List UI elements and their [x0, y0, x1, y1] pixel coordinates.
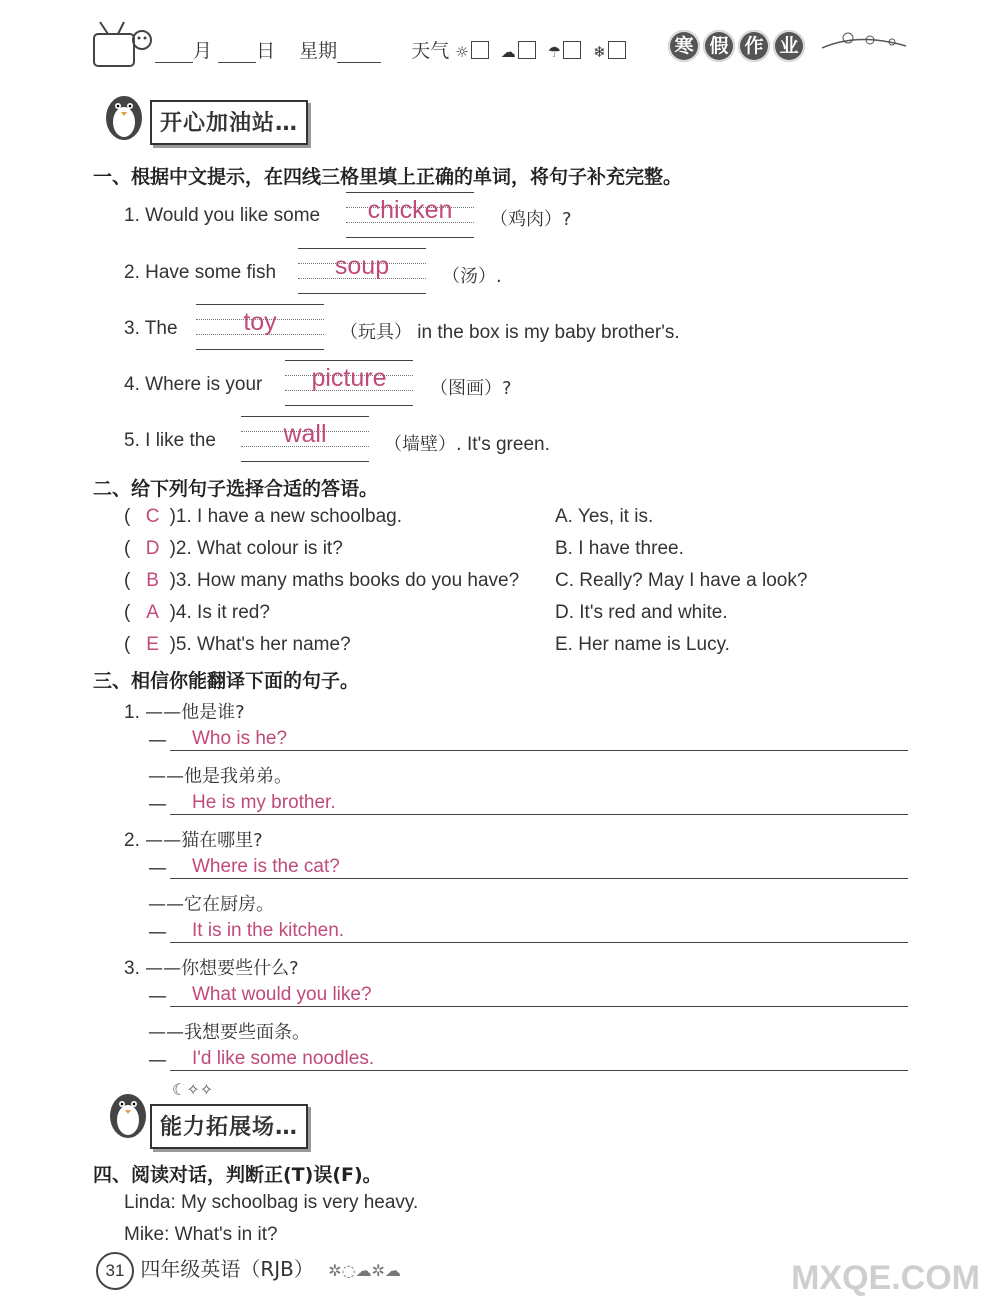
q3-title: 三、相信你能翻译下面的句子。 [93, 670, 360, 692]
day-label: 日 [256, 40, 276, 62]
answer-dash: — [148, 793, 167, 815]
choice-answer[interactable]: D [145, 538, 160, 559]
translation-answer-line[interactable] [170, 920, 908, 943]
choice-answer[interactable]: B [146, 570, 159, 591]
penguin-mascot-icon [96, 84, 152, 148]
q1-title: 一、根据中文提示，在四线三格里填上正确的单词，将句子补充完整。 [93, 166, 683, 188]
translation-prompt: ——我想要些面条。 [148, 1022, 310, 1043]
question-text: )2. What colour is it? [169, 538, 343, 559]
penguin-mascot-icon [100, 1082, 156, 1146]
answer-word: chicken [367, 196, 453, 224]
answer-word: toy [243, 308, 277, 336]
four-line-grid[interactable] [196, 304, 324, 350]
q1-item [124, 430, 216, 452]
q2-row: ( A )4. Is it red? [124, 602, 270, 623]
choice-answer[interactable]: E [146, 634, 159, 655]
answer-dash: — [148, 985, 167, 1007]
translation-answer-line[interactable] [170, 728, 908, 751]
section-banner-happy: 开心加油站… [150, 100, 308, 145]
item-number: 5. [124, 430, 140, 451]
four-line-grid[interactable] [346, 192, 474, 238]
sunny-checkbox[interactable] [471, 41, 489, 59]
hint-text: （图画）? [430, 378, 512, 399]
translation-answer: Where is the cat? [192, 856, 340, 877]
day-blank[interactable] [218, 42, 256, 63]
month-label: 月 [193, 40, 213, 62]
four-line-grid[interactable] [285, 360, 413, 406]
badge-char: 业 [773, 30, 805, 62]
item-text: I like the [145, 430, 216, 451]
option-text: C. Really? May I have a look? [555, 570, 808, 591]
hint-text: （汤）. [442, 266, 502, 287]
option-text: A. Yes, it is. [555, 506, 654, 527]
translation-answer: It is in the kitchen. [192, 920, 345, 941]
cloudy-checkbox[interactable] [518, 41, 536, 59]
q2-row: ( C )1. I have a new schoolbag. [124, 506, 402, 527]
translation-answer-line[interactable] [170, 984, 908, 1007]
section-banner-ability: 能力拓展场… [150, 1104, 308, 1149]
winter-homework-badge [668, 30, 808, 62]
option-text: B. I have three. [555, 538, 684, 559]
answer-word: soup [334, 252, 390, 280]
sunny-icon: ☼ [455, 43, 469, 61]
answer-word: picture [311, 364, 387, 392]
item-text: Would you like some [145, 205, 321, 226]
translation-answer: I'd like some noodles. [192, 1048, 375, 1069]
month-blank[interactable] [155, 42, 193, 63]
translation-prompt: 1. ——他是谁? [124, 702, 245, 723]
translation-answer-line[interactable] [170, 1048, 908, 1071]
question-text: )5. What's her name? [169, 634, 351, 655]
page-footer [96, 1252, 401, 1290]
option-text: E. Her name is Lucy. [555, 634, 730, 655]
translation-answer: What would you like? [192, 984, 372, 1005]
q1-item [124, 318, 178, 340]
hint-text: （玩具） in the box is my baby brother's. [340, 322, 680, 343]
dialogue-line: Mike: What's in it? [124, 1224, 278, 1245]
question-text: )4. Is it red? [169, 602, 270, 623]
choice-answer[interactable]: A [146, 602, 159, 623]
translation-answer-line[interactable] [170, 792, 908, 815]
badge-char: 作 [738, 30, 770, 62]
q4-title: 四、阅读对话，判断正(T)误(F)。 [93, 1164, 382, 1186]
translation-prompt: ——他是我弟弟。 [148, 766, 292, 787]
cloudy-icon: ☁ [500, 43, 516, 61]
q1-item [124, 262, 276, 284]
answer-dash: — [148, 1049, 167, 1071]
item-text: Where is your [145, 374, 263, 395]
q2-row: ( B )3. How many maths books do you have? [124, 570, 520, 591]
dialogue-line: Linda: My schoolbag is very heavy. [124, 1192, 419, 1213]
q2-title: 二、给下列句子选择合适的答语。 [93, 478, 379, 500]
badge-char: 假 [703, 30, 735, 62]
answer-word: wall [283, 420, 327, 448]
translation-prompt: ——它在厨房。 [148, 894, 274, 915]
translation-answer-line[interactable] [170, 856, 908, 879]
book-label: 四年级英语（RJB） [140, 1257, 314, 1281]
translation-answer: He is my brother. [192, 792, 336, 813]
rain-icon: ☂ [547, 43, 562, 61]
translation-answer: Who is he? [192, 728, 288, 749]
hint-text: （墙壁）. It's green. [384, 434, 550, 455]
snow-checkbox[interactable] [608, 41, 626, 59]
page-number: 31 [96, 1252, 134, 1290]
four-line-grid[interactable] [298, 248, 426, 294]
snow-icon: ❄ [593, 43, 606, 61]
q2-row: ( E )5. What's her name? [124, 634, 351, 655]
header-decoration [88, 18, 158, 70]
rain-checkbox[interactable] [563, 41, 581, 59]
badge-char: 寒 [668, 30, 700, 62]
item-number: 2. [124, 262, 140, 283]
weekday-blank[interactable] [337, 42, 381, 63]
answer-dash: — [148, 921, 167, 943]
item-text: The [144, 318, 178, 339]
tv-cartoon-icon [88, 18, 158, 70]
item-text: Have some fish [145, 262, 277, 283]
answer-dash: — [148, 857, 167, 879]
item-number: 3. [124, 318, 140, 339]
hint-text: （鸡肉）? [490, 209, 572, 230]
item-number: 1. [124, 205, 140, 226]
translation-prompt: 3. ——你想要些什么? [124, 958, 299, 979]
question-text: )3. How many maths books do you have? [169, 570, 520, 591]
date-line [155, 36, 626, 63]
option-text: D. It's red and white. [555, 602, 728, 623]
question-text: )1. I have a new schoolbag. [169, 506, 402, 527]
translation-prompt: 2. ——猫在哪里? [124, 830, 263, 851]
footer-decoration-icon: ✲◌☁✲☁ [328, 1261, 402, 1280]
item-number: 4. [124, 374, 140, 395]
weekday-label: 星期 [299, 40, 338, 62]
watermark: MXQE.COM [791, 1259, 980, 1297]
moon-star-icon: ☾✧✧ [172, 1080, 214, 1099]
weather-label: 天气 [411, 40, 450, 62]
choice-answer[interactable]: C [145, 506, 160, 527]
q1-item [124, 205, 320, 227]
answer-dash: — [148, 729, 167, 751]
q2-row: ( D )2. What colour is it? [124, 538, 343, 559]
flower-branch-icon [818, 28, 910, 66]
q1-item [124, 374, 262, 396]
four-line-grid[interactable] [241, 416, 369, 462]
